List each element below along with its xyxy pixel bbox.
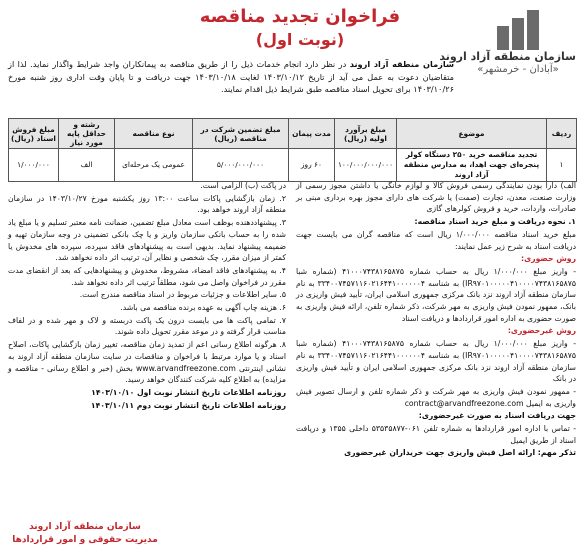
notice-title: فراخوان تجدید مناقصه bbox=[199, 6, 401, 27]
organization-logo bbox=[439, 10, 576, 86]
body-paragraph: ۸. هرگونه اطلاع رسانی اعم از تمدید زمان مناقصه، تغییر زمان بازگشایی پاکات، اصلاح اسناد و یا موارد مرتبط با فراخوان و مناقصات در سایت سازمان منطقه آزاد اروند به نشانی اینترنتی www.arvandfreezone.com بخش (خبر و اطلاع رسانی - مناقصه و مزایده) به اطلاع کلیه شرکت کنندگان خواهد رسید. bbox=[8, 340, 286, 385]
body-paragraph: ۳. پیشنهاددهنده بوظف است معادل مبلغ تضمین، ضمانت نامه معتبر تسلیم و یا مبلغ یاد شده را به حساب بانکی سازمان واریز و یا چک بانکی تضمینی در وجه سازمان تهیه و ضمیمه پیشنهاد نماید. بدیهی است به پیشنهادهای فاقد سپرده، سپرده های مخدوش یا کمتر از میزان مقرر، چک شخصی و نظایر آن، ترتیب اثر داده نخواهد شد. bbox=[8, 218, 286, 263]
section-heading: روش حضوری: bbox=[521, 254, 576, 264]
important-note: تذکر مهم: ارائه اصل فیش واریزی جهت خریداران غیرحضوری bbox=[344, 448, 576, 458]
body-paragraph: در پاکت (ب) الزامی است. bbox=[200, 181, 286, 190]
table-header-row bbox=[9, 119, 577, 149]
section-heading: ۱. نحوه دریافت و مبلغ خرید اسناد مناقصه: bbox=[414, 217, 576, 227]
body-paragraph: - واریز مبلغ ۱/۰۰۰/۰۰۰ ریال به حساب شماره ۴۱۰۰۰۷۴۳۸۱۶۵۸۷۵ (شماره شبا IR۹۷۰۱۰۰۰۰۰۴۱۰۰۰۰۷۴۳۸۱۶۵۸۷۵) به شناسه ۳۳۴۰۰۷۴۵۷۱۱۶۰۲۱۶۴۴۱۰۰۰۰۰۰۴ به نام سازمان منطقه آزاد اروند نزد بانک مرکزی جمهوری اسلامی ایران، تأیید فیش واریزی در بانک، ممهور نمودن فیش واریزی به مهر شرکت، ذکر شماره تلفن، ارائه فیش واریزی به صورت حضوری به اداره امور قراردادها و دریافت اسناد bbox=[296, 266, 577, 323]
table-cell: الف bbox=[59, 149, 115, 182]
left-column bbox=[8, 180, 286, 412]
logo-mark-icon bbox=[497, 10, 539, 50]
body-paragraph: ۶. هزینه چاپ آگهی به عهده برنده مناقصه می باشد. bbox=[120, 303, 286, 313]
table-header-cell: ردیف bbox=[547, 119, 577, 149]
body-paragraph: مبلغ خرید اسناد مناقصه ۱/۰۰۰/۰۰۰ ریال است که مناقصه گران می بایست جهت دریافت اسناد به شرح زیر عمل نمایند: bbox=[296, 229, 576, 251]
requirement-paragraph: الف) دارا بودن نمایندگی رسمی فروش کالا و لوازم خانگی یا داشتن مجوز رسمی از وزارت صنعت، معدن، تجارت (صمت) یا شرکت های دارای مجوز بهره برداری مبنی بر صادرات، واردات، خرید و فروش کولرهای گازی bbox=[296, 181, 576, 214]
section-heading: روش غیرحضوری: bbox=[507, 326, 576, 336]
publication-date: روزنامه اطلاعات تاریخ انتشار نوبت اول ۱۴۰۳/۱۰/۱۰ bbox=[91, 387, 286, 397]
table-header-cell: مبلغ فروش اسناد (ریال) bbox=[9, 119, 59, 149]
table-header-cell: مدت پیمان bbox=[289, 119, 335, 149]
intro-text: در نظر دارد انجام خدمات ذیل را از طریق مناقصه به پیمانکاران واجد شرایط واگذار نماید. لذا از متقاضیان دعوت به عمل می آید از تاریخ ۱۴۰۳/۱۰/۱۲ لغایت ۱۴۰۳/۱۰/۱۸ جهت دریافت و تا پایان وقت اداری روز شنبه مورخ ۱۴۰۳/۱۰/۲۶ برای تحویل اسناد مناقصه طبق شرایط ذیل اقدام نمایند. bbox=[8, 59, 455, 94]
table-cell: عمومی یک مرحله‌ای bbox=[115, 149, 193, 182]
table-header-cell: مبلغ برآورد اولیه (ریال) bbox=[335, 119, 397, 149]
logo-org-name: سازمان منطقه آزاد اروند bbox=[439, 50, 576, 63]
body-paragraph: - ممهور نمودن فیش واریزی به مهر شرکت و ذکر شماره تلفن و ارسال تصویر فیش واریزی به ایمیل contract@arvandfreezone.com bbox=[296, 386, 576, 408]
table-cell: ۱/۰۰۰/۰۰۰ bbox=[9, 149, 59, 182]
body-paragraph: - واریز مبلغ ۱/۰۰۰/۰۰۰ ریال به حساب شماره ۴۱۰۰۰۷۴۳۸۱۶۵۸۷۵ (شماره شبا IR۹۷۰۱۰۰۰۰۰۴۱۰۰۰۰۷۴۳۸۱۶۵۸۷۵) به شناسه ۳۳۴۰۰۷۴۵۷۱۱۶۰۲۱۶۴۴۱۰۰۰۰۰۰۴ به نام سازمان منطقه آزاد اروند نزد بانک مرکزی جمهوری اسلامی ایران و تأیید فیش واریزی در بانک bbox=[296, 339, 577, 384]
table-cell: ۶۰ روز bbox=[289, 149, 335, 182]
table-header-cell: نوع مناقصه bbox=[115, 119, 193, 149]
body-paragraph: - تماس با اداره امور قراردادها به شماره تلفن ۰۶۱-۵۳۵۳۵۸۷۷ داخلی ۱۳۵۵ و دریافت اسناد از طریق ایمیل bbox=[296, 424, 576, 445]
table-header-cell: رشته و حداقل پایه مورد نیاز bbox=[59, 119, 115, 149]
table-row bbox=[9, 149, 577, 182]
body-paragraph: ۲. زمان بازگشایی پاکات ساعت ۱۳:۰۰ روز یکشنبه مورخ ۱۴۰۳/۱۰/۲۷ در سازمان منطقه آزاد اروند خواهد بود. bbox=[8, 193, 286, 215]
table-cell: ۱ bbox=[547, 149, 577, 182]
table-cell: تجدید مناقصه خرید ۲۵۰ دستگاه کولر پنجره‌ای جهت اهدا، به مدارس منطقه آزاد اروند bbox=[397, 149, 547, 182]
table-header-cell: مبلغ تضمین شرکت در مناقصه (ریال) bbox=[193, 119, 289, 149]
right-column bbox=[296, 180, 576, 460]
table-cell: ۱۰۰/۰۰۰/۰۰۰/۰۰۰ bbox=[335, 149, 397, 182]
signature-dept: مدیریت حقوقی و امور قراردادها bbox=[12, 535, 158, 545]
body-paragraph: ۵. سایر اطلاعات و جزئیات مربوط در اسناد مناقصه مندرج است. bbox=[79, 290, 286, 300]
section-heading: جهت دریافت اسناد به صورت غیرحضوری: bbox=[418, 411, 576, 421]
signature-block bbox=[10, 521, 160, 547]
publication-date: روزنامه اطلاعات تاریخ انتشار نوبت دوم ۱۴۰۳/۱۰/۱۱ bbox=[90, 400, 286, 410]
notice-subtitle: (نوبت اول) bbox=[255, 30, 345, 49]
body-paragraph: ۷. تمامی پاکت ها می بایست درون یک پاکت دربسته و لاک و مهر شده و در لفاف مناسب قرار گرفته و در موعد مقرر تحویل داده شوند. bbox=[8, 315, 286, 337]
body-paragraph: ۴. به پیشنهادهای فاقد امضاء، مشروط، مخدوش و پیشنهادهایی که بعد از انقضای مدت مقرر در فراخوان واصل می شود، مطلقاً ترتیب اثر داده نخواهد شد. bbox=[8, 265, 286, 287]
table-header-cell: موضوع bbox=[397, 119, 547, 149]
signature-org: سازمان منطقه آزاد اروند bbox=[29, 522, 141, 532]
table-cell: ۵/۰۰۰/۰۰۰/۰۰۰ bbox=[193, 149, 289, 182]
intro-paragraph bbox=[8, 58, 454, 96]
tender-table bbox=[8, 118, 577, 182]
intro-org-name: سازمان منطقه آزاد اروند bbox=[349, 59, 454, 69]
logo-org-sub: «آبادان - خرمشهر» bbox=[477, 64, 559, 75]
